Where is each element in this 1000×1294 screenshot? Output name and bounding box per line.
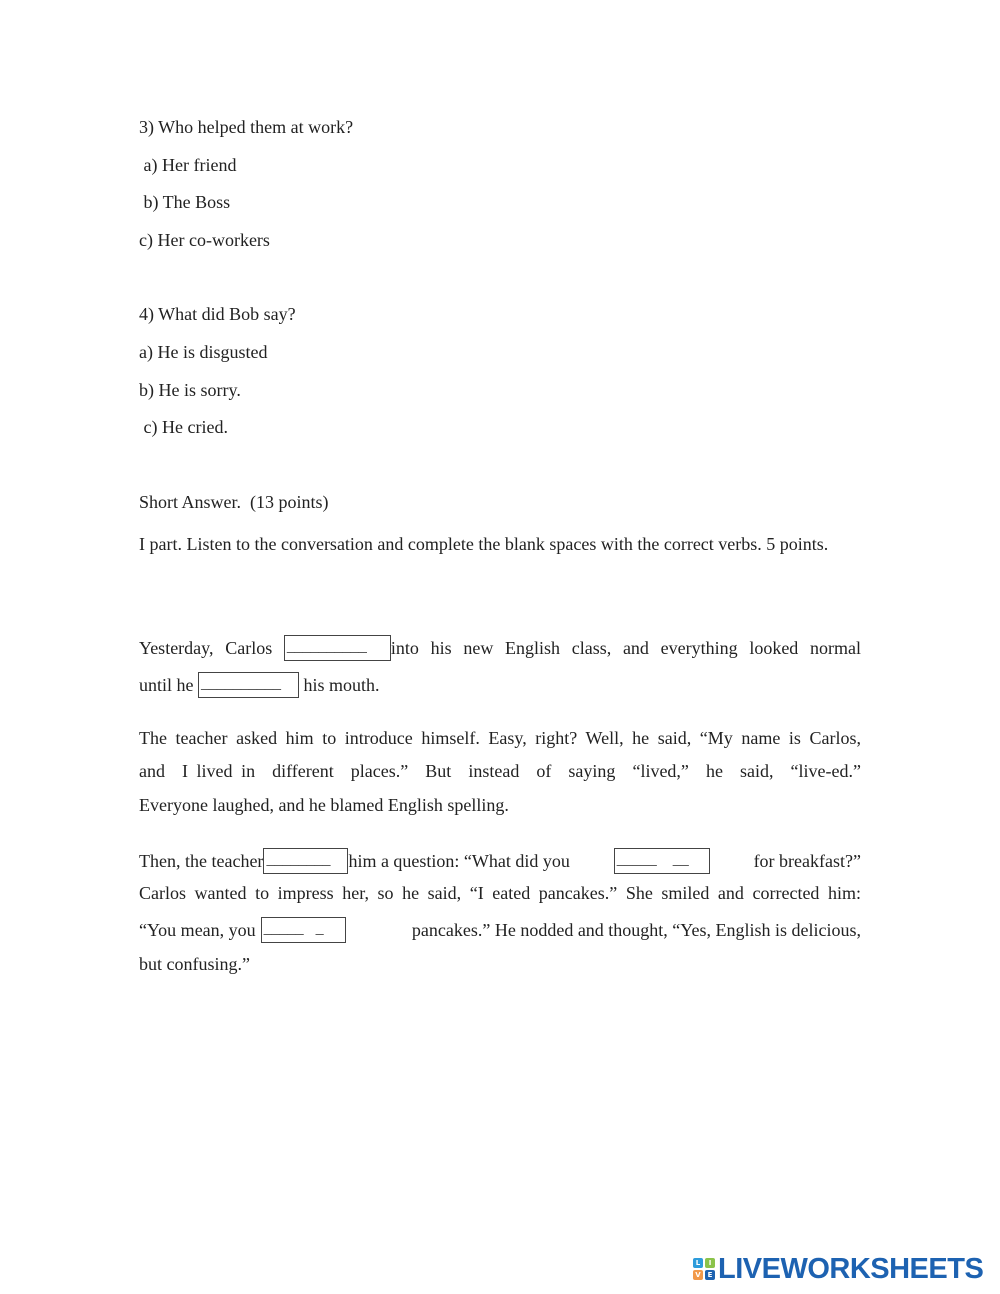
story-text: pancakes.” He nodded and thought, “Yes, English is delicious, <box>411 919 861 940</box>
story-paragraph-3-line-3 <box>139 917 861 943</box>
question-4-option-c[interactable]: c) He cried. <box>139 417 228 437</box>
story-paragraph-2-line-1: The teacher asked him to introduce himself. Easy, right? Well, he said, “My name is Carlos, <box>139 728 861 748</box>
answer-blank-5[interactable]: _____ _ <box>261 917 346 943</box>
logo-mark-tile: I <box>705 1258 715 1268</box>
answer-blank-4[interactable]: _____ __ <box>614 848 710 874</box>
question-3-option-c[interactable]: c) Her co-workers <box>139 230 270 250</box>
story-text: his mouth. <box>303 675 380 695</box>
logo-mark-tile: E <box>705 1270 715 1280</box>
question-4-option-b[interactable]: b) He is sorry. <box>139 380 241 400</box>
question-3-option-b[interactable]: b) The Boss <box>139 192 231 212</box>
short-answer-instruction: I part. Listen to the conversation and complete the blank spaces with the correct verbs. 5 points. <box>139 534 829 554</box>
question-3-option-a[interactable]: a) Her friend <box>139 155 237 175</box>
logo-mark-tile: L <box>693 1258 703 1268</box>
short-answer-heading: Short Answer. (13 points) <box>139 492 329 512</box>
story-text: until he <box>139 675 194 695</box>
liveworksheets-logo-icon <box>693 1258 715 1280</box>
story-paragraph-3-line-4: but confusing.” <box>139 954 250 974</box>
story-text: Then, the teacher <box>139 850 264 871</box>
question-4-option-a[interactable]: a) He is disgusted <box>139 342 268 362</box>
story-text: Yesterday, Carlos <box>139 638 273 658</box>
answer-blank-1[interactable]: __________ <box>284 635 391 661</box>
answer-blank-2[interactable]: __________ <box>198 672 299 698</box>
answer-blank-3[interactable]: ________ <box>263 848 348 874</box>
story-paragraph-1 <box>139 630 861 704</box>
story-text: “You mean, you <box>139 919 256 940</box>
story-text: for breakfast?” <box>753 850 861 871</box>
liveworksheets-logo-text: LIVEWORKSHEETS <box>718 1252 984 1285</box>
story-paragraph-2-line-3: Everyone laughed, and he blamed English spelling. <box>139 795 509 815</box>
story-paragraph-3-line-1 <box>139 848 861 874</box>
story-paragraph-3-line-2: Carlos wanted to impress her, so he said, “I eated pancakes.” She smiled and corrected him: <box>139 883 861 903</box>
question-3-prompt: 3) Who helped them at work? <box>139 117 354 137</box>
story-text: him a question: “What did you <box>348 850 570 871</box>
question-4-prompt: 4) What did Bob say? <box>139 304 296 324</box>
story-paragraph-2-line-2: and I lived in different places.” But instead of saying “lived,” he said, “live-ed.” <box>139 761 861 781</box>
story-text: into his new English class, and everything looked normal <box>390 638 861 658</box>
logo-mark-tile: V <box>693 1270 703 1280</box>
liveworksheets-logo[interactable] <box>693 1254 983 1284</box>
